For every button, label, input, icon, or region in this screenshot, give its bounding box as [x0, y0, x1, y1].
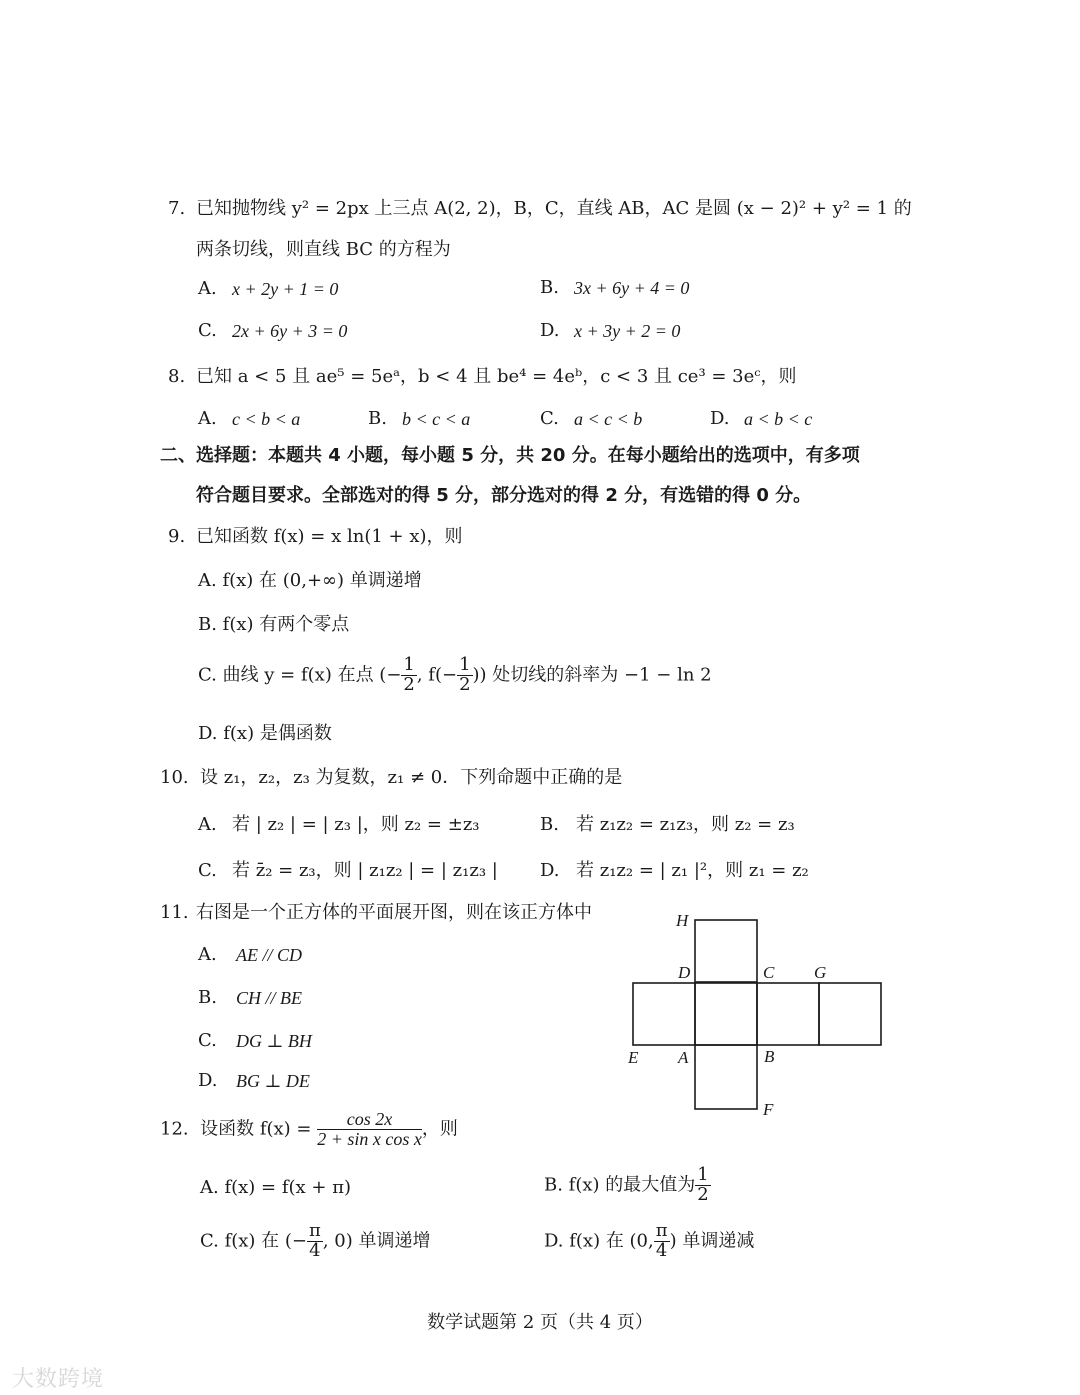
- q9-fraction-2-num: 1: [459, 654, 471, 675]
- q12-option-d-pre: D. f(x) 在 (0,: [544, 1230, 654, 1252]
- q9-option-c-post: )) 处切线的斜率为 −1 − ln 2: [472, 664, 712, 686]
- cube-net-figure: [620, 905, 900, 1125]
- page-footer: 数学试题第 2 页（共 4 页）: [427, 1312, 653, 1333]
- q11-stem: 右图是一个正方体的平面展开图，则在该正方体中: [196, 902, 592, 923]
- q9-fraction-1-den: 2: [403, 673, 415, 695]
- q10-option-b-label: B.: [540, 814, 559, 835]
- section2-heading-line1: 二、选择题：本题共 4 小题，每小题 5 分，共 20 分。在每小题给出的选项中，有多项: [160, 445, 860, 466]
- q10-option-c-label: C.: [198, 860, 217, 881]
- q7-stem-line2: 两条切线，则直线 BC 的方程为: [196, 239, 451, 260]
- section2-heading-line2: 符合题目要求。全部选对的得 5 分，部分选对的得 2 分，有选错的得 0 分。: [196, 485, 812, 506]
- net-label-G: G: [814, 963, 827, 982]
- q7-option-d-label: D.: [540, 320, 560, 341]
- q8-option-d: a < b < c: [744, 409, 813, 429]
- net-face-center: [695, 983, 757, 1045]
- q12-fraction-num: cos 2x: [317, 1110, 422, 1130]
- q10-option-b: 若 z₁z₂ = z₁z₃，则 z₂ = z₃: [576, 814, 795, 835]
- q10-option-d-label: D.: [540, 860, 560, 881]
- q9-stem: 已知函数 f(x) = x ln(1 + x)，则: [196, 526, 463, 547]
- q12-option-a: A. f(x) = f(x + π): [200, 1177, 352, 1198]
- q11-option-a-label: A.: [198, 944, 217, 965]
- q7-option-a-label: A.: [198, 278, 217, 299]
- q8-option-b-label: B.: [368, 408, 387, 429]
- q9-option-a: A. f(x) 在 (0,+∞) 单调递增: [198, 570, 422, 591]
- q8-option-a: c < b < a: [232, 409, 301, 429]
- q12-option-c-num: π: [308, 1220, 321, 1241]
- q8-stem: 已知 a < 5 且 ae⁵ = 5eᵃ，b < 4 且 be⁴ = 4eᵇ，c < 3 且 ce³ = 3eᶜ，则: [196, 366, 797, 387]
- q12-option-c-den: 4: [309, 1239, 321, 1261]
- q12-fraction-den: 2 + sin x cos x: [317, 1128, 422, 1149]
- q12-stem-post: ，则: [421, 1118, 458, 1140]
- net-label-A: A: [678, 1048, 689, 1067]
- q12-stem: [160, 1110, 458, 1149]
- q9-option-c-mid: , f(−: [416, 664, 458, 686]
- net-label-C: C: [763, 963, 775, 982]
- net-face-right-1: [757, 983, 819, 1045]
- q9-fraction-1-num: 1: [403, 654, 415, 675]
- q9-option-c: [198, 656, 712, 695]
- q12-option-c: [200, 1222, 430, 1261]
- q11-option-b-label: B.: [198, 987, 217, 1008]
- q12-number: 12.: [160, 1118, 189, 1140]
- q11-option-a: AE // CD: [236, 945, 302, 965]
- q12-option-d: [544, 1222, 754, 1261]
- q9-fraction-2: [457, 656, 472, 695]
- q12-option-d-fraction: [654, 1222, 670, 1261]
- q10-option-a: 若 | z₂ | = | z₃ |，则 z₂ = ±z₃: [232, 814, 480, 835]
- q9-fraction-2-den: 2: [459, 673, 471, 695]
- q12-option-b-num: 1: [697, 1164, 709, 1185]
- q9-fraction-1: [401, 656, 416, 695]
- q7-option-b-label: B.: [540, 277, 559, 298]
- q10-option-d: 若 z₁z₂ = | z₁ |²，则 z₁ = z₂: [576, 860, 809, 881]
- q12-option-b-den: 2: [697, 1183, 709, 1205]
- q8-option-c-label: C.: [540, 408, 559, 429]
- q9-option-c-pre: C. 曲线 y = f(x) 在点 (−: [198, 664, 402, 686]
- net-label-E: E: [628, 1048, 639, 1067]
- net-label-D: D: [678, 963, 691, 982]
- q11-number: 11.: [160, 902, 189, 923]
- q12-option-b-fraction: [695, 1166, 710, 1205]
- q8-option-c: a < c < b: [574, 409, 643, 429]
- q7-option-a: x + 2y + 1 = 0: [232, 279, 339, 299]
- net-face-bottom: [695, 1045, 757, 1109]
- q12-option-b-pre: B. f(x) 的最大值为: [544, 1174, 696, 1196]
- q10-option-c: 若 z̄₂ = z₃，则 | z₁z₂ | = | z₁z₃ |: [232, 860, 498, 881]
- q10-option-a-label: A.: [198, 814, 217, 835]
- q12-option-c-pre: C. f(x) 在 (−: [200, 1230, 307, 1252]
- net-face-top: [695, 920, 757, 982]
- q12-option-c-post: , 0) 单调递增: [322, 1230, 431, 1252]
- watermark: 大数跨境: [12, 1367, 105, 1392]
- net-label-B: B: [764, 1047, 775, 1066]
- q9-option-b: B. f(x) 有两个零点: [198, 614, 350, 635]
- q12-option-d-post: ) 单调递减: [669, 1230, 755, 1252]
- q8-option-a-label: A.: [198, 408, 217, 429]
- q12-option-b: [544, 1166, 711, 1205]
- q12-stem-pre: 设函数 f(x) =: [200, 1118, 312, 1140]
- q10-stem: 设 z₁，z₂，z₃ 为复数，z₁ ≠ 0．下列命题中正确的是: [200, 767, 623, 788]
- net-face-right-2: [819, 983, 881, 1045]
- q12-option-d-den: 4: [655, 1239, 668, 1261]
- q7-number: 7.: [168, 198, 186, 219]
- q7-option-b: 3x + 6y + 4 = 0: [574, 278, 690, 298]
- q8-option-d-label: D.: [710, 408, 730, 429]
- q9-number: 9.: [168, 526, 186, 547]
- q7-option-c-label: C.: [198, 320, 217, 341]
- q7-option-c: 2x + 6y + 3 = 0: [232, 321, 348, 341]
- q12-option-d-num: π: [655, 1220, 668, 1241]
- q11-option-c-label: C.: [198, 1030, 217, 1051]
- q8-option-b: b < c < a: [402, 409, 471, 429]
- q12-fraction: [317, 1110, 422, 1149]
- net-label-F: F: [763, 1100, 774, 1119]
- net-label-H: H: [676, 911, 689, 930]
- net-face-left: [633, 983, 695, 1045]
- q8-number: 8.: [168, 366, 186, 387]
- q7-stem-line1: 已知抛物线 y² = 2px 上三点 A(2, 2)，B，C，直线 AB，AC 是圆 (x − 2)² + y² = 1 的: [196, 198, 912, 219]
- q11-option-c: DG ⊥ BH: [236, 1031, 312, 1051]
- q9-option-d: D. f(x) 是偶函数: [198, 723, 332, 744]
- q7-option-d: x + 3y + 2 = 0: [574, 321, 681, 341]
- q12-option-c-fraction: [307, 1222, 323, 1261]
- q11-option-d: BG ⊥ DE: [236, 1071, 310, 1091]
- q11-option-b: CH // BE: [236, 988, 302, 1008]
- q11-option-d-label: D.: [198, 1070, 218, 1091]
- q10-number: 10.: [160, 767, 189, 788]
